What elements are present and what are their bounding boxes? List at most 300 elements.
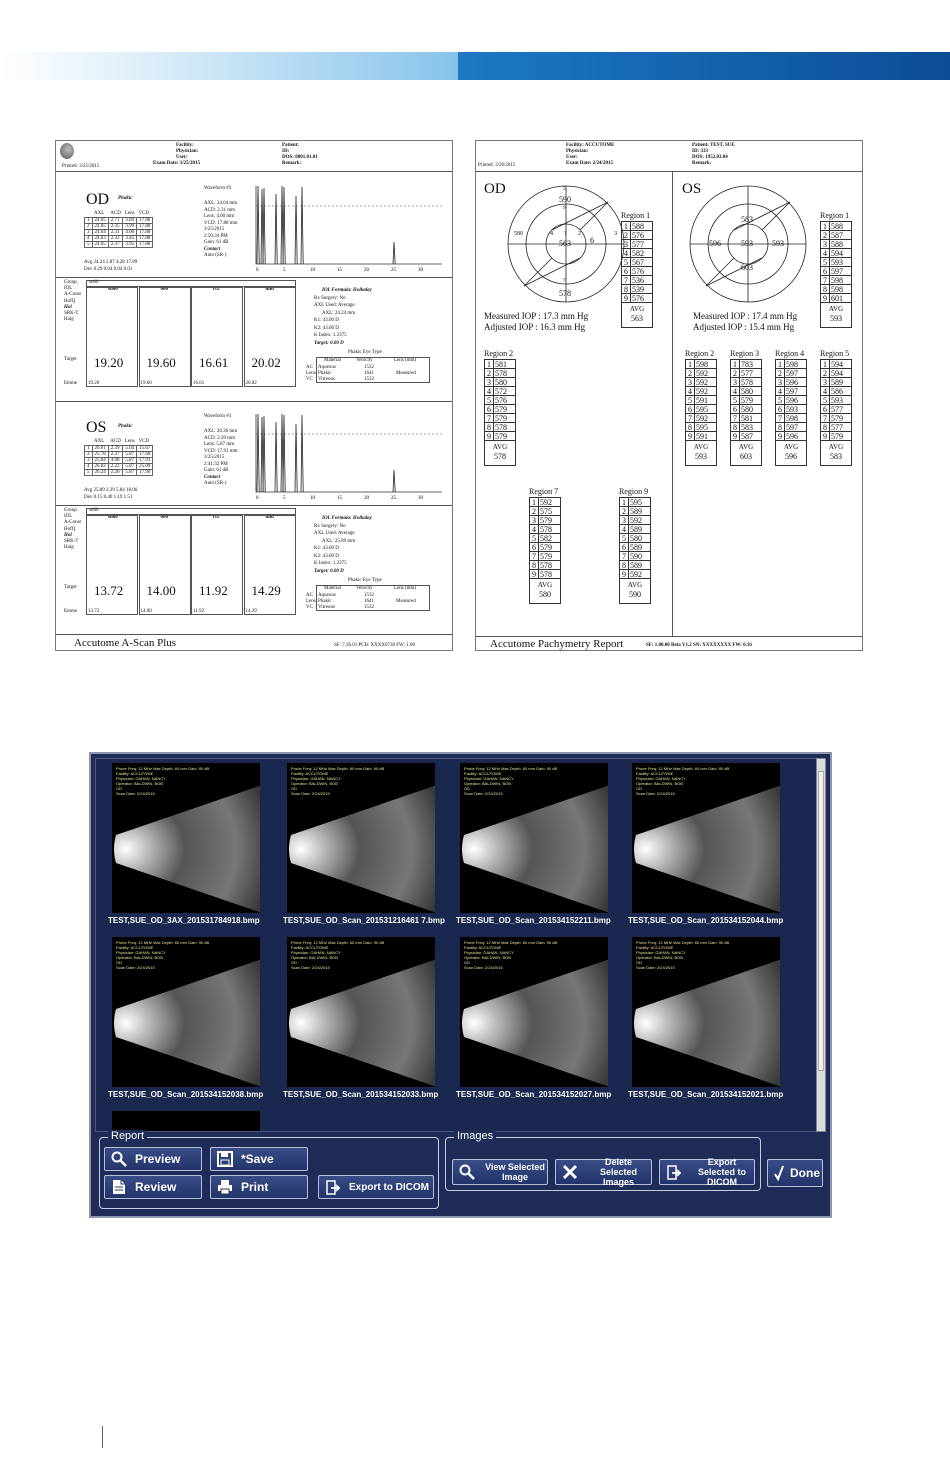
region-index: 5	[622, 258, 631, 266]
iol-col-header: ddd	[265, 515, 274, 520]
region-row	[821, 231, 851, 240]
region-index: 9	[821, 294, 830, 302]
region-index: 1	[622, 222, 631, 230]
region-table	[621, 221, 653, 328]
measurement-cell: 17.68	[137, 451, 153, 457]
adjusted-iop: Adjusted IOP : 15.4 mm Hg	[693, 322, 795, 332]
region-row	[622, 231, 652, 240]
avg-value: 593	[830, 314, 842, 323]
thumbnail-filename[interactable]: TEST,SUE_OD_Scan_201534152027.bmp	[456, 1090, 612, 1099]
region-value: 579	[540, 552, 552, 561]
region-row	[821, 405, 851, 414]
region-row	[620, 525, 650, 534]
scan-cone	[114, 785, 260, 913]
metadata-line: OD	[116, 786, 122, 791]
measurement-cell: 17.88	[137, 229, 153, 235]
measurement-cell: 2.37	[108, 451, 123, 457]
region-index: 4	[686, 387, 695, 395]
average-row: Avg 24.24 2.87 4.28 17.89	[84, 260, 138, 265]
region-value: 598	[831, 276, 843, 285]
scan-cone	[634, 785, 780, 913]
export-selected-button[interactable]	[659, 1159, 755, 1185]
header-label: User:	[176, 155, 188, 160]
measurement-row	[85, 241, 153, 247]
region-index: 2	[821, 231, 830, 239]
metadata-line: Probe Freq: 12 MHz Max Depth: 60 mm Gain: 90 dB	[291, 766, 385, 771]
measurement-cell: 3.45	[123, 235, 137, 241]
iol-column-box	[139, 287, 191, 387]
view-selected-button[interactable]	[452, 1159, 548, 1185]
measurement-cell: 4.08	[108, 457, 123, 463]
region-row	[485, 414, 515, 423]
physician-label: Physician:	[566, 149, 589, 154]
region-index: 5	[731, 396, 740, 404]
ascan-footer-info: SF: 7.36.01 PCB: XXXX0730 FW: 1.00	[334, 643, 415, 648]
region-index: 3	[622, 240, 631, 248]
scan-thumbnail[interactable]	[632, 937, 780, 1087]
region-row	[622, 294, 652, 303]
region-value: 592	[696, 369, 708, 378]
target-label: Target	[64, 357, 77, 362]
map-value: 3	[614, 231, 617, 237]
region-row	[622, 249, 652, 258]
metadata-line: Facility: ACCUTOME	[291, 945, 329, 950]
region-value: 589	[630, 525, 642, 534]
eye-type-header: Velocity	[356, 358, 373, 363]
avg-value: 593	[695, 452, 707, 461]
report-group-label: Report	[108, 1130, 147, 1142]
metadata-line: OD	[636, 960, 642, 965]
scan-info-line: Lens: 4.00 mm	[204, 214, 235, 219]
exam-date: Exam Date: 2/24/2015	[566, 161, 613, 166]
metadata-line: Operator: BALDWIN, BOB	[464, 781, 511, 786]
eye-type-cell: Lens	[306, 371, 316, 376]
thumbnail-filename[interactable]: TEST,SUE_OD_Scan_201534152211.bmp	[456, 916, 611, 925]
region-value: 578	[540, 561, 552, 570]
accutome-logo	[60, 143, 74, 159]
scan-thumbnail[interactable]	[632, 763, 780, 913]
region-row	[485, 369, 515, 378]
review-label: Review	[135, 1180, 177, 1194]
thumbnail-grid[interactable]	[95, 758, 817, 1132]
scan-info-line: AXL: 26.36 mm	[204, 429, 238, 434]
measurement-cell: 2.71	[108, 217, 123, 223]
measurement-cell: 24.03	[92, 235, 108, 241]
formula-line: K2: 43.00 D	[314, 553, 339, 559]
measurement-cell: 2	[85, 451, 93, 457]
images-group-label: Images	[454, 1130, 496, 1142]
divider-line	[56, 505, 453, 506]
waveform-spike	[393, 470, 395, 492]
map-value: 593	[741, 239, 753, 248]
region-index: 4	[485, 387, 494, 395]
map-value: 4	[550, 231, 553, 237]
scan-cone	[289, 785, 435, 913]
scan-cone	[289, 959, 435, 1087]
scan-info-line: Auto (SR-)	[204, 253, 227, 258]
image-viewer	[89, 752, 832, 1218]
iol-row-label: Hol	[64, 532, 72, 538]
scan-info-line: Gain: 61 dB	[204, 468, 229, 473]
waveform-spike	[275, 422, 277, 492]
target-power: 11.92	[199, 583, 228, 598]
metadata-line: Physician: GAHAN, NANCY	[636, 950, 686, 955]
target-power: 13.72	[94, 583, 124, 598]
ascan-report	[55, 140, 453, 651]
metadata-line: OD	[464, 960, 470, 965]
eye-type-header: Lens (mm)	[394, 358, 417, 363]
region-row	[622, 267, 652, 276]
region-value: 592	[630, 570, 642, 579]
measurement-cell: 5	[85, 469, 93, 475]
metadata-line: Scan Date: 2/24/2015	[291, 791, 330, 796]
measurement-cell: 17.88	[137, 235, 153, 241]
region-index: 5	[776, 396, 785, 404]
region-value: 578	[540, 525, 552, 534]
region-index: 8	[821, 285, 830, 293]
patient-label: Patient: TEST, SUE	[692, 143, 735, 148]
header-accent-block	[458, 52, 950, 80]
region-label: Region 1	[820, 211, 850, 220]
region-table	[730, 359, 762, 466]
region-value: 579	[540, 516, 552, 525]
scan-thumbnail[interactable]	[287, 763, 435, 913]
formula-line: K1: 43.00 D	[314, 318, 339, 323]
avg-label: AVG	[537, 581, 553, 589]
region-label: Region 1	[621, 211, 651, 220]
region-row	[776, 423, 806, 432]
region-row	[530, 516, 560, 525]
map-value: 578	[559, 289, 571, 298]
region-label: Region 3	[730, 349, 760, 358]
region-value: 539	[632, 285, 644, 294]
map-value: 2	[578, 231, 581, 237]
iol-row-label: SRK-T	[64, 539, 79, 544]
region-row	[622, 240, 652, 249]
region-value: 577	[831, 423, 843, 432]
region-index: 3	[776, 378, 785, 386]
region-label: Region 9	[619, 487, 649, 496]
measurement-cell: 2.22	[108, 463, 123, 469]
metadata-line: OD	[291, 786, 297, 791]
scan-info-line: 2:41:32 PM	[204, 461, 228, 467]
measurement-row	[85, 235, 153, 241]
checkmark-icon	[774, 1165, 782, 1181]
region-row	[686, 369, 716, 378]
avg-value: 590	[629, 590, 641, 599]
target-label: Target	[64, 585, 77, 590]
region-index: 5	[530, 534, 539, 542]
measurement-cell: 24.05	[92, 217, 108, 223]
review-button[interactable]	[104, 1175, 202, 1199]
region-row	[731, 378, 761, 387]
export-dicom-label: Export to DICOM	[349, 1181, 429, 1193]
region-index: 4	[622, 249, 631, 257]
region-index: 4	[821, 249, 830, 257]
formula-line: IOL Formula: Holladay	[322, 516, 372, 521]
region-value: 590	[630, 552, 642, 561]
measurement-row	[85, 229, 153, 235]
patient-label: DOS: 0001.01.01	[282, 155, 318, 160]
waveform-spike	[393, 242, 395, 264]
region-value: 580	[495, 378, 507, 387]
region-value: 592	[696, 414, 708, 423]
ultrasound-image	[632, 785, 780, 913]
region-row	[776, 387, 806, 396]
iol-row-label: Group	[64, 508, 77, 513]
thumbnail-filename[interactable]: TEST,SUE_OD_Scan_201534152021.bmp	[628, 1090, 784, 1099]
region-index: 3	[821, 378, 830, 386]
scrollbar-thumb[interactable]	[818, 771, 824, 1071]
region-value: 592	[696, 387, 708, 396]
region-index: 1	[821, 360, 830, 368]
export-dicom-button[interactable]	[318, 1175, 434, 1199]
region-label: Region 2	[484, 349, 514, 358]
region-value: 580	[741, 405, 753, 414]
metadata-line: Operator: BALDWIN, BOB	[464, 955, 511, 960]
measurement-row	[85, 223, 153, 229]
map-value: 7	[563, 279, 566, 284]
save-button[interactable]	[210, 1147, 308, 1171]
patient-label: ID:	[282, 149, 290, 154]
eye-type-cell: 1532	[364, 593, 374, 598]
region-value: 578	[741, 378, 753, 387]
formula-line: Target: 0.00 D	[314, 568, 344, 574]
waveform-svg	[254, 184, 446, 272]
measurement-cell: 5.87	[123, 451, 137, 457]
phakic-type-label: Phakic Eye Type	[348, 350, 382, 355]
region-value: 592	[630, 516, 642, 525]
region-value: 587	[741, 432, 753, 441]
scan-thumbnail[interactable]	[287, 937, 435, 1087]
region-row	[776, 405, 806, 414]
region-value: 589	[630, 507, 642, 516]
region-index: 6	[622, 267, 631, 275]
measurement-table	[84, 439, 153, 476]
map-value: 5	[563, 187, 566, 192]
pachy-footer-title: Accutome Pachymetry Report	[490, 638, 624, 650]
metadata-line: OD	[464, 786, 470, 791]
divider-line	[56, 401, 453, 402]
measurement-cell: 3.89	[123, 217, 137, 223]
waveform-spike	[263, 188, 265, 264]
delete-selected-button[interactable]	[555, 1159, 652, 1185]
region-row	[821, 249, 851, 258]
metadata-line: Facility: ACCUTOME	[636, 945, 674, 950]
region-value: 597	[786, 423, 798, 432]
iol-column-box	[244, 515, 296, 615]
region-value: 592	[696, 378, 708, 387]
header-label: Facility:	[176, 143, 194, 148]
eye-type-cell: 1532	[364, 365, 374, 370]
emme-value: 20.02	[245, 381, 257, 386]
region-index: 2	[776, 369, 785, 377]
region-row	[821, 258, 851, 267]
scan-info-line: Auto (SR-)	[204, 481, 227, 486]
region-index: 2	[622, 231, 631, 239]
eye-type-cell: Measured	[396, 599, 416, 604]
region-row	[530, 525, 560, 534]
region-value: 587	[831, 231, 843, 240]
map-divider	[524, 258, 552, 286]
region-row	[821, 285, 851, 294]
region-row	[686, 360, 716, 369]
formula-line: K Index: 1.3375	[314, 333, 347, 338]
print-button[interactable]	[210, 1175, 308, 1199]
region-row	[731, 387, 761, 396]
done-button[interactable]	[767, 1159, 823, 1187]
region-value: 589	[630, 561, 642, 570]
region-value: 588	[632, 222, 644, 231]
metadata-line: Probe Freq: 12 MHz Max Depth: 60 mm Gain: 90 dB	[636, 940, 730, 945]
formula-line: IOL Formula: Holladay	[322, 288, 372, 293]
region-index: 2	[620, 507, 629, 515]
region-index: 4	[731, 387, 740, 395]
iol-group-box	[86, 280, 296, 287]
avg-value: 583	[830, 452, 842, 461]
region-value: 576	[632, 231, 644, 240]
region-index: 3	[731, 378, 740, 386]
region-value: 588	[831, 240, 843, 249]
scan-thumbnail[interactable]	[460, 937, 608, 1087]
target-power: 20.02	[251, 355, 281, 370]
vertical-scrollbar[interactable]	[816, 758, 826, 1132]
region-value: 596	[786, 378, 798, 387]
region-row	[530, 561, 560, 570]
iol-row-label: Haig	[64, 317, 74, 323]
region-index: 1	[485, 360, 494, 368]
measurement-cell: 2.26	[108, 469, 123, 475]
waveform-tick: 15	[337, 268, 342, 272]
scan-cone	[114, 959, 260, 1087]
scan-info-line: 2:50:34 PM	[204, 233, 228, 239]
region-row	[776, 432, 806, 441]
waveform-tick: 5	[283, 268, 286, 272]
waveform-svg	[254, 412, 446, 500]
eye-type-header: Material	[324, 358, 341, 363]
eye-type-cell: Phakic	[318, 599, 332, 604]
iol-row-label: HofQ	[64, 298, 76, 304]
region-value: 592	[540, 498, 552, 507]
region-row	[620, 543, 650, 552]
avg-label: AVG	[828, 305, 844, 313]
metadata-line: Physician: GAHAN, NANCY	[291, 950, 341, 955]
x-delete-icon	[562, 1164, 578, 1180]
region-value: 594	[831, 249, 843, 258]
metadata-line: Scan Date: 2/24/2015	[464, 791, 503, 796]
metadata-line: Probe Freq: 12 MHz Max Depth: 60 mm Gain: 90 dB	[464, 766, 558, 771]
scan-thumbnail[interactable]	[112, 763, 260, 913]
metadata-line: Facility: ACCUTOME	[464, 945, 502, 950]
region-value: 576	[495, 396, 507, 405]
map-value: 6	[590, 236, 594, 245]
iol-row-label: A-Const	[64, 292, 81, 298]
scan-thumbnail[interactable]	[460, 763, 608, 913]
region-row	[821, 276, 851, 285]
region-row	[622, 285, 652, 294]
region-index: 6	[821, 405, 830, 413]
scan-info-line: VCD: 17.88 mm	[204, 220, 238, 226]
divider-line	[672, 171, 673, 636]
region-index: 5	[821, 258, 830, 266]
region-row	[620, 516, 650, 525]
region-value: 578	[495, 369, 507, 378]
iol-col-header: ccc	[213, 515, 220, 520]
waveform-tick: 0	[256, 268, 259, 272]
measurement-cell: 17.88	[137, 223, 153, 229]
waveform-tick: 0	[256, 496, 259, 500]
region-label: Region 7	[529, 487, 559, 496]
deviation-row: Dev 0.15 0.40 1.19 1.51	[84, 495, 133, 500]
target-power: 19.20	[94, 355, 124, 370]
region-value: 597	[786, 369, 798, 378]
region-value: 594	[831, 360, 843, 369]
region-row	[776, 360, 806, 369]
measurement-cell: 5.04	[123, 445, 137, 451]
export-icon	[325, 1179, 341, 1195]
metadata-line: OD	[636, 786, 642, 791]
thumbnail-filename[interactable]: TEST,SUE_OD_Scan_201534152033.bmp	[283, 1090, 439, 1099]
emme-value: 19.60	[140, 381, 152, 386]
measurement-cell: 5.87	[123, 463, 137, 469]
region-index: 9	[821, 432, 830, 440]
region-row	[821, 222, 851, 231]
scan-cone	[462, 785, 608, 913]
iol-col-header: ddd	[265, 287, 274, 292]
preview-button[interactable]	[104, 1147, 202, 1171]
region-row	[620, 570, 650, 579]
patient-label: Remark:	[282, 161, 302, 166]
region-value: 579	[495, 432, 507, 441]
measurement-cell: 17.88	[137, 241, 153, 247]
emme-value: 14.29	[245, 609, 257, 614]
region-row	[686, 432, 716, 441]
measurement-header-row	[85, 439, 153, 445]
metadata-line: Operator: BALDWIN, BOB	[291, 781, 338, 786]
region-value: 598	[696, 360, 708, 369]
region-value: 589	[831, 378, 843, 387]
iol-column-box	[191, 515, 243, 615]
facility-label: Facility: ACCUTOME	[566, 143, 615, 148]
scan-thumbnail[interactable]	[112, 937, 260, 1087]
emme-value: 11.92	[193, 609, 205, 614]
region-index: 9	[530, 570, 539, 578]
formula-line: AXL Used: Average	[314, 303, 355, 308]
region-value: 597	[831, 267, 843, 276]
metadata-line: Probe Freq: 12 MHz Max Depth: 60 mm Gain: 90 dB	[116, 940, 210, 945]
scan-thumbnail-partial[interactable]	[112, 1111, 260, 1132]
magnifier-icon	[459, 1164, 475, 1180]
floppy-disk-icon	[217, 1151, 233, 1167]
formula-line: Rx Surgery: No	[314, 295, 346, 301]
map-divider	[580, 202, 608, 230]
region-index: 2	[485, 369, 494, 377]
region-index: 7	[620, 552, 629, 560]
eye-type-header: Velocity	[356, 586, 373, 591]
thumbnail-filename[interactable]: TEST,SUE_OD_Scan_201534152044.bmp	[628, 916, 784, 925]
thumbnail-filename[interactable]: TEST,SUE_OD_3AX_201531784918.bmp	[108, 916, 260, 925]
pachymetry-report	[475, 140, 863, 651]
region-value: 783	[741, 360, 753, 369]
region-value: 598	[786, 360, 798, 369]
measurement-cell: 17.90	[137, 469, 153, 475]
avg-label: AVG	[828, 443, 844, 451]
metadata-line: Physician: GAHAN, NANCY	[464, 776, 514, 781]
emme-label: Emme	[64, 609, 78, 614]
thumbnail-filename[interactable]: TEST,SUE_OD_Scan_201534152038.bmp	[108, 1090, 264, 1099]
eye-type-cell: 1641	[364, 599, 374, 604]
thumbnail-filename[interactable]: TEST,SUE_OD_Scan_201531216461 7.bmp	[283, 916, 445, 925]
